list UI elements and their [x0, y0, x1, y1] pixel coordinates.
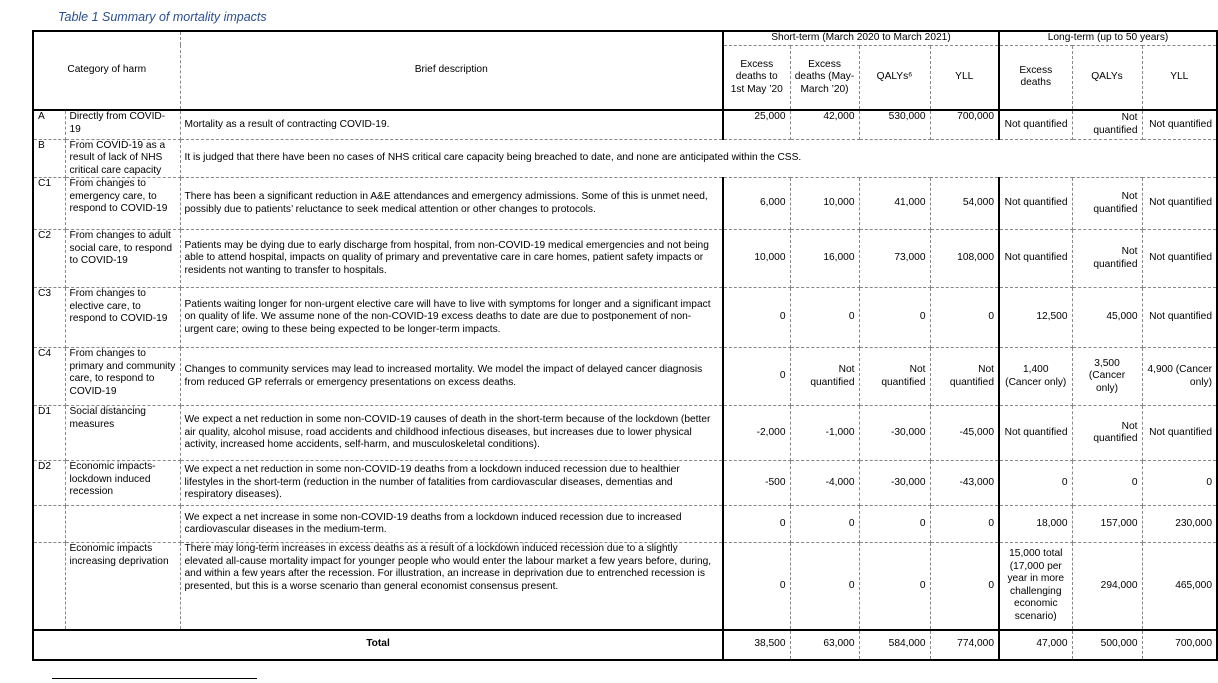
header-category: Category of harm: [33, 31, 180, 110]
row-id: C4: [33, 348, 65, 406]
total-row: [33, 630, 1217, 660]
table-row: [33, 288, 1217, 348]
total-label: Total: [33, 630, 723, 660]
row-description: There may long-term increases in excess deaths as a result of a lockdown induced recession due to a slightly elevated all-cause mortality impact for younger people who would enter the labour market a few years before, during, and within a few years after the recession. For illustration, an increase in deprivation due to entrenched recession is presented, but this is a worse scenario than general economist consensus present.: [180, 543, 723, 630]
cell-value: -2,000: [723, 406, 790, 461]
cell-value: 0: [859, 288, 930, 348]
cell-value: Not quantified: [1072, 230, 1142, 288]
cell-value: Not quantified: [930, 348, 999, 406]
cell-value: Not quantified: [1142, 288, 1217, 348]
row-category: Directly from COVID-19: [65, 110, 180, 139]
cell-value: 73,000: [859, 230, 930, 288]
row-category: Social distancing measures: [65, 406, 180, 461]
cell-value: Not quantified: [1072, 406, 1142, 461]
row-description: Patients may be dying due to early discharge from hospital, from non-COVID-19 medical emergencies and not being able to attend hospital, impacts on quality of primary and preventative care in care homes, patient safety impacts or residents not wanting to transfer to hospitals.: [180, 230, 723, 288]
cell-value: -30,000: [859, 406, 930, 461]
row-description: Changes to community services may lead to increased mortality. We model the impact of delayed cancer diagnosis from reduced GP referrals or emergency presentations on excess deaths.: [180, 348, 723, 406]
row-id: A: [33, 110, 65, 139]
row-description: We expect a net increase in some non-COVID-19 deaths from a lockdown induced recession due to increased cardiovascular diseases in the medium-term.: [180, 506, 723, 543]
cell-value: -4,000: [790, 461, 859, 506]
cell-value: Not quantified: [1142, 230, 1217, 288]
row-id: D2: [33, 461, 65, 506]
row-id: [33, 543, 65, 630]
row-description: Mortality as a result of contracting COVID-19.: [180, 110, 723, 139]
header-lt-qalys: QALYs: [1072, 45, 1142, 110]
row-id: [33, 506, 65, 543]
cell-value: 0: [1142, 461, 1217, 506]
row-description: We expect a net reduction in some non-COVID-19 deaths from a lockdown induced recession due to healthier lifestyles in the short-term (reduction in the number of fatalities from cardiovascular diseases, dementias and respiratory diseases).: [180, 461, 723, 506]
header-st-excess-2: Excess deaths (May- March ’20): [790, 45, 859, 110]
cell-value: 12,500: [999, 288, 1072, 348]
cell-value: Not quantified: [790, 348, 859, 406]
cell-value: 0: [859, 506, 930, 543]
row-id: C1: [33, 178, 65, 230]
table-row: [33, 461, 1217, 506]
cell-value: 530,000: [859, 110, 930, 139]
cell-value: 25,000: [723, 110, 790, 139]
row-description: We expect a net reduction in some non-COVID-19 causes of death in the short-term because of the lockdown (better air quality, alcohol misuse, road accidents and childhood infectious diseases, but increases due to lower physical activity, increased home accidents, self-harm, and musculoskeletal conditions).: [180, 406, 723, 461]
cell-value: 16,000: [790, 230, 859, 288]
cell-value: -45,000: [930, 406, 999, 461]
table-row: [33, 543, 1217, 630]
header-st-excess-1: Excess deaths to 1st May ’20: [723, 45, 790, 110]
total-value: 584,000: [859, 630, 930, 660]
cell-value: 10,000: [790, 178, 859, 230]
cell-value: 0: [790, 543, 859, 630]
cell-value: 41,000: [859, 178, 930, 230]
total-value: 500,000: [1072, 630, 1142, 660]
row-category: [65, 506, 180, 543]
header-description: Brief description: [180, 31, 723, 110]
cell-value: 54,000: [930, 178, 999, 230]
row-category: Economic impacts- lockdown induced recession: [65, 461, 180, 506]
cell-value: 230,000: [1142, 506, 1217, 543]
table-row: [33, 506, 1217, 543]
row-category: From changes to adult social care, to respond to COVID-19: [65, 230, 180, 288]
row-id: D1: [33, 406, 65, 461]
row-description: There has been a significant reduction in A&E attendances and emergency admissions. Some of this is unmet need, possibly due to patients’ reluctance to seek medical attention or other changes to protocols.: [180, 178, 723, 230]
cell-value: Not quantified: [1142, 110, 1217, 139]
footnote-rule: [52, 678, 257, 679]
row-id: C2: [33, 230, 65, 288]
cell-value: 0: [930, 506, 999, 543]
cell-value: 465,000: [1142, 543, 1217, 630]
cell-value: 42,000: [790, 110, 859, 139]
cell-value: 0: [723, 288, 790, 348]
row-category: From changes to primary and community care, to respond to COVID-19: [65, 348, 180, 406]
cell-value: 3,500 (Cancer only): [1072, 348, 1142, 406]
header-long-term: Long-term (up to 50 years): [999, 31, 1217, 45]
table-row: [33, 110, 1217, 139]
row-category: From changes to elective care, to respond to COVID-19: [65, 288, 180, 348]
row-id: B: [33, 139, 65, 178]
cell-value: 0: [859, 543, 930, 630]
cell-value: 0: [999, 461, 1072, 506]
table-row: [33, 348, 1217, 406]
table-row: [33, 230, 1217, 288]
cell-value: 10,000: [723, 230, 790, 288]
cell-value: 0: [790, 506, 859, 543]
cell-value: -500: [723, 461, 790, 506]
cell-value: 45,000: [1072, 288, 1142, 348]
cell-value: 0: [930, 543, 999, 630]
table-caption: Table 1 Summary of mortality impacts: [58, 10, 267, 24]
cell-value: 0: [1072, 461, 1142, 506]
table-row: [33, 139, 1217, 178]
cell-value: -30,000: [859, 461, 930, 506]
header-lt-excess: Excess deaths: [999, 45, 1072, 110]
total-value: 63,000: [790, 630, 859, 660]
cell-value: Not quantified: [999, 110, 1072, 139]
cell-value: 0: [723, 348, 790, 406]
cell-value: -43,000: [930, 461, 999, 506]
cell-value: 15,000 total (17,000 per year in more challenging economic scenario): [999, 543, 1072, 630]
cell-value: 4,900 (Cancer only): [1142, 348, 1217, 406]
total-value: 47,000: [999, 630, 1072, 660]
cell-value: 18,000: [999, 506, 1072, 543]
cell-value: Not quantified: [999, 406, 1072, 461]
cell-value: Not quantified: [1072, 110, 1142, 139]
cell-value: -1,000: [790, 406, 859, 461]
cell-value: 294,000: [1072, 543, 1142, 630]
cell-value: 0: [723, 543, 790, 630]
header-st-yll: YLL: [930, 45, 999, 110]
row-description: It is judged that there have been no cases of NHS critical care capacity being breached to date, and none are anticipated within the CSS.: [180, 139, 1217, 178]
cell-value: Not quantified: [999, 178, 1072, 230]
cell-value: 700,000: [930, 110, 999, 139]
cell-value: Not quantified: [1072, 178, 1142, 230]
cell-value: 0: [930, 288, 999, 348]
header-lt-yll: YLL: [1142, 45, 1217, 110]
row-category: Economic impacts increasing deprivation: [65, 543, 180, 630]
cell-value: 1,400 (Cancer only): [999, 348, 1072, 406]
cell-value: Not quantified: [859, 348, 930, 406]
cell-value: Not quantified: [1142, 406, 1217, 461]
cell-value: 0: [790, 288, 859, 348]
header-short-term: Short-term (March 2020 to March 2021): [723, 31, 999, 45]
row-id: C3: [33, 288, 65, 348]
cell-value: Not quantified: [999, 230, 1072, 288]
cell-value: 108,000: [930, 230, 999, 288]
total-value: 774,000: [930, 630, 999, 660]
cell-value: 157,000: [1072, 506, 1142, 543]
cell-value: 0: [723, 506, 790, 543]
header-st-qalys: QALYs⁶: [859, 45, 930, 110]
table-row: [33, 406, 1217, 461]
mortality-table: [32, 30, 1218, 661]
cell-value: 6,000: [723, 178, 790, 230]
total-value: 700,000: [1142, 630, 1217, 660]
row-category: From changes to emergency care, to respond to COVID-19: [65, 178, 180, 230]
total-value: 38,500: [723, 630, 790, 660]
row-description: Patients waiting longer for non-urgent elective care will have to live with symptoms for longer and a significant impact on quality of life. We assume none of the non-COVID-19 excess deaths to date are due to postponement of non-urgent care; owing to these being expected to be longer-term impacts.: [180, 288, 723, 348]
table-row: [33, 178, 1217, 230]
cell-value: Not quantified: [1142, 178, 1217, 230]
row-category: From COVID-19 as a result of lack of NHS critical care capacity: [65, 139, 180, 178]
